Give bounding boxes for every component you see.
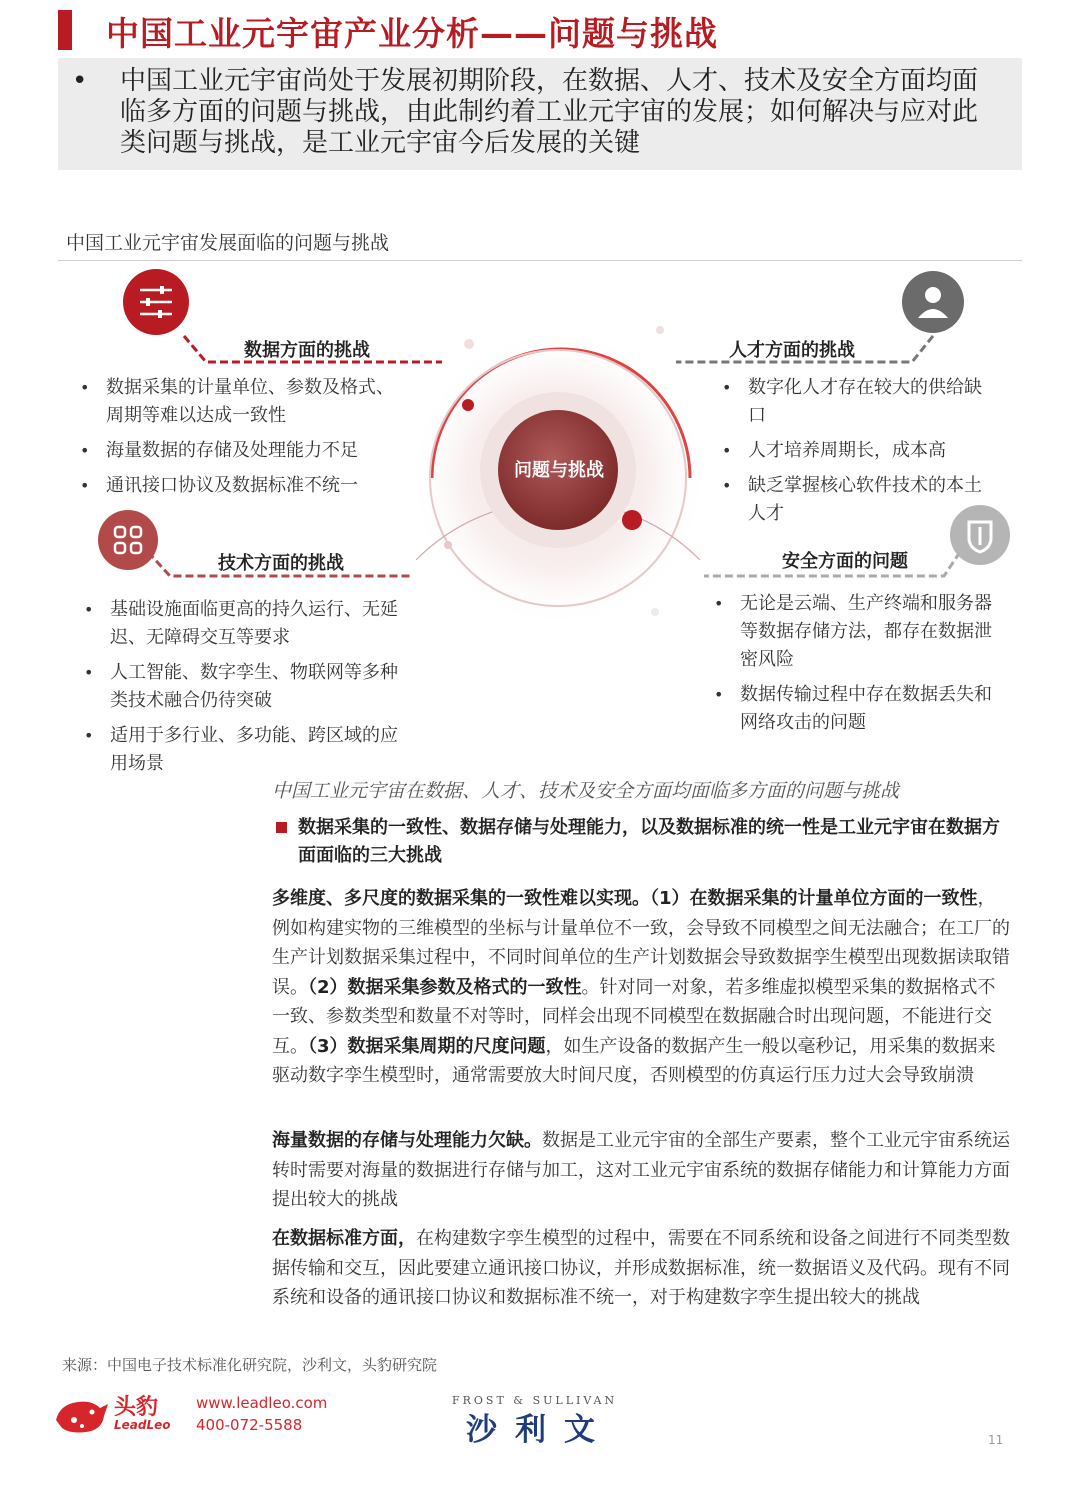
list-item: • 人才培养周期长，成本高 xyxy=(718,437,998,465)
sliders-icon xyxy=(123,269,189,335)
leadleo-cn: 头豹 xyxy=(114,1395,159,1420)
security-challenge-title: 安全方面的问题 xyxy=(782,551,908,572)
talent-challenge-list xyxy=(718,374,998,535)
leadleo-phone: 400-072-5588 xyxy=(196,1416,303,1434)
data-challenge-title: 数据方面的挑战 xyxy=(244,340,370,361)
grid-icon xyxy=(98,510,158,570)
key-point-marker xyxy=(276,822,287,833)
summary-text: 中国工业元宇宙尚处于发展初期阶段，在数据、人才、技术及安全方面均面临多方面的问题与挑战，由此制约着工业元宇宙的发展；如何解决与应对此类问题与挑战，是工业元宇宙今后发展的关键 xyxy=(120,66,979,158)
list-item: • 基础设施面临更高的持久运行、无延迟、无障碍交互等要求 xyxy=(80,596,400,652)
figure-caption: 中国工业元宇宙在数据、人才、技术及安全方面均面临多方面的问题与挑战 xyxy=(272,780,900,802)
security-challenge-list xyxy=(710,590,1000,744)
dot xyxy=(464,339,474,349)
figure-divider xyxy=(58,260,1022,261)
para-body: ，例如构建实物的三维模型的坐标与计量单位不一致，会导致不同模型之间无法融合；在工厂的生产计划数据采集过程中，不同时间单位的生产计划数据会导致数据孪生模型出现数据读取错误。 xyxy=(272,888,1010,998)
para-body: 在构建数字孪生模型的过程中，需要在不同系统和设备之间进行不同类型数据传输和交互，因此要建立通讯接口协议，并形成数据标准，统一数据语义及代码。现有不同系统和设备的通讯接口协议和数据标准不统一，对于构建数字孪生提出较大的挑战 xyxy=(272,1228,1010,1308)
para-sub-head: （2）数据采集参数及格式的一致性 xyxy=(308,976,582,998)
list-item: • 数据采集的计量单位、参数及格式、周期等难以达成一致性 xyxy=(76,374,396,430)
dot xyxy=(462,399,474,411)
title-accent-bar xyxy=(58,10,72,50)
page-number: 11 xyxy=(988,1433,1004,1447)
list-item: • 适用于多行业、多功能、跨区域的应用场景 xyxy=(80,722,400,778)
dot xyxy=(651,608,659,616)
key-point: 数据采集的一致性、数据存储与处理能力，以及数据标准的统一性是工业元宇宙在数据方面面临的三大挑战 xyxy=(298,817,1000,866)
paragraph-consistency xyxy=(272,884,1010,1091)
dot xyxy=(444,541,452,549)
summary-bullet: • xyxy=(72,66,88,96)
user-icon xyxy=(902,271,964,333)
para-body: ，如生产设备的数据产生一般以毫秒记，用采集的数据来驱动数字孪生模型时，通常需要放大时间尺度，否则模型的仿真运行压力过大会导致崩溃 xyxy=(272,1035,996,1086)
challenges-diagram xyxy=(0,262,1080,782)
list-item: • 缺乏掌握核心软件技术的本土人才 xyxy=(718,472,998,528)
leadleo-logo xyxy=(52,1390,332,1442)
list-item: • 数据传输过程中存在数据丢失和网络攻击的问题 xyxy=(710,681,1000,737)
data-challenge-list xyxy=(76,374,396,507)
dot xyxy=(656,326,664,334)
para-sub-head: （1）在数据采集的计量单位方面的一致性 xyxy=(650,888,978,909)
tech-challenge-list xyxy=(80,596,400,785)
frost-sullivan-en: FROST & SULLIVAN xyxy=(452,1394,618,1407)
para-body: 。针对同一对象，若多维虚拟模型采集的数据格式不一致、参数类型和数量不对等时，同样会出现不同模型在数据融合时出现问题，不能进行交互。 xyxy=(272,976,996,1057)
para-lead: 海量数据的存储与处理能力欠缺。 xyxy=(272,1130,542,1151)
center-label: 问题与挑战 xyxy=(514,460,604,481)
paragraph-storage xyxy=(272,1126,1010,1215)
source-note: 来源：中国电子技术标准化研究院，沙利文，头豹研究院 xyxy=(62,1356,438,1374)
tech-challenge-title: 技术方面的挑战 xyxy=(218,553,344,574)
list-item: • 数字化人才存在较大的供给缺口 xyxy=(718,374,998,430)
leopard-icon xyxy=(52,1390,112,1440)
frost-sullivan-cn: 沙利文 xyxy=(466,1412,613,1448)
list-item: • 海量数据的存储及处理能力不足 xyxy=(76,437,396,465)
para-lead: 在数据标准方面， xyxy=(272,1228,416,1249)
para-lead: 多维度、多尺度的数据采集的一致性难以实现。 xyxy=(272,888,650,909)
list-item: • 通讯接口协议及数据标准不统一 xyxy=(76,472,396,500)
figure-label: 中国工业元宇宙发展面临的问题与挑战 xyxy=(66,232,390,254)
para-sub-head: （3）数据采集周期的尺度问题 xyxy=(308,1035,546,1057)
talent-challenge-title: 人才方面的挑战 xyxy=(729,340,855,361)
list-item: • 人工智能、数字孪生、物联网等多种类技术融合仍待突破 xyxy=(80,659,400,715)
page-title: 中国工业元宇宙产业分析——问题与挑战 xyxy=(106,14,718,53)
para-body: 数据是工业元宇宙的全部生产要素，整个工业元宇宙系统运转时需要对海量的数据进行存储与加工，这对工业元宇宙系统的数据存储能力和计算能力方面提出较大的挑战 xyxy=(272,1130,1010,1210)
leadleo-url[interactable]: www.leadleo.com xyxy=(196,1394,328,1412)
dot xyxy=(622,510,642,530)
leadleo-en: LeadLeo xyxy=(114,1418,171,1432)
paragraph-standards xyxy=(272,1224,1010,1313)
list-item: • 无论是云端、生产终端和服务器等数据存储方法，都存在数据泄密风险 xyxy=(710,590,1000,674)
